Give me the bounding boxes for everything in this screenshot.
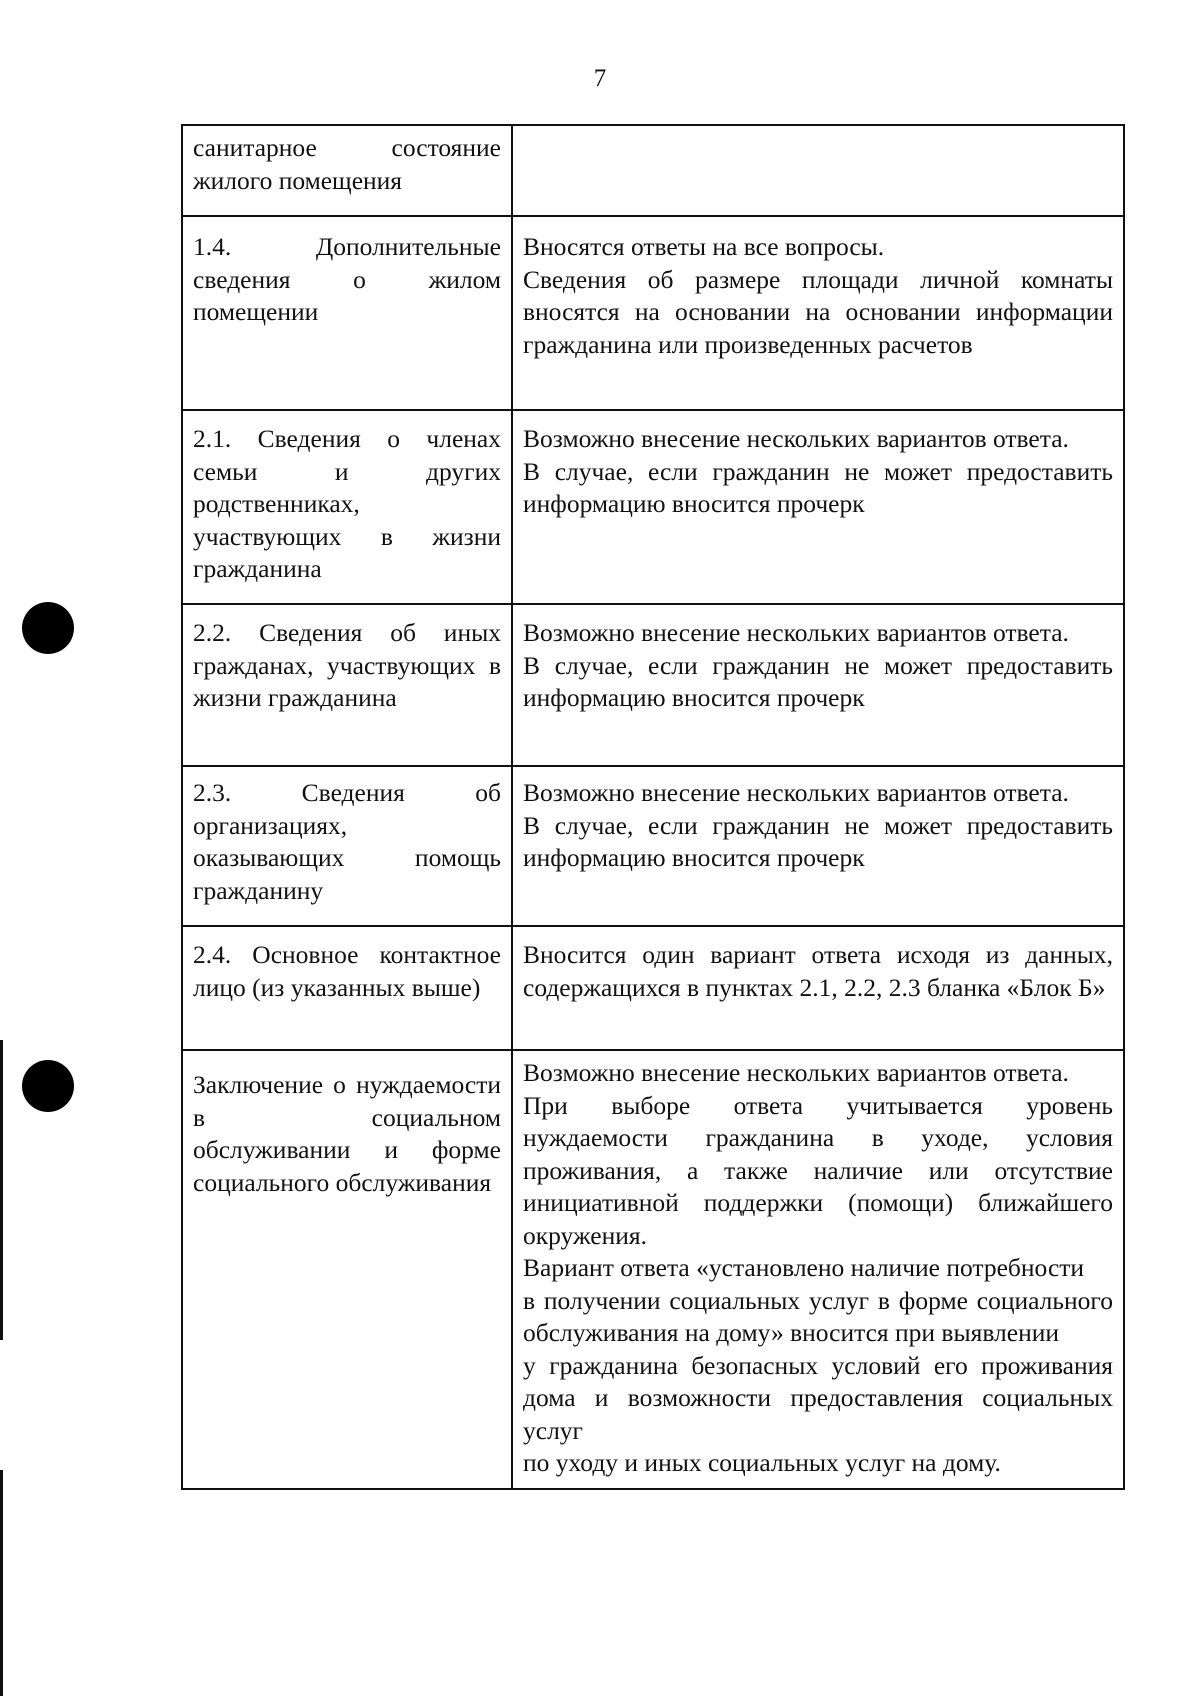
- instruction-paragraph: Вариант ответа «установлено наличие потребности: [523, 1253, 1085, 1282]
- instruction-paragraph: по уходу и иных социальных услуг на дому.: [523, 1448, 1001, 1477]
- table-row: [182, 604, 1124, 766]
- scan-margin-line: [0, 1470, 3, 1696]
- instruction-paragraph: Сведения об размере площади личной комнаты вносятся на основании на основании информации гражданина или произведенных расчетов: [523, 264, 1113, 359]
- instruction-cell: [512, 604, 1124, 766]
- table-row: [182, 410, 1124, 604]
- table-row: [182, 1050, 1124, 1489]
- instruction-paragraph: В случае, если гражданин не может предоставить информацию вносится прочерк: [523, 650, 1113, 712]
- instruction-paragraph: В случае, если гражданин не может предоставить информацию вносится прочерк: [523, 810, 1113, 872]
- instruction-paragraph: При выборе ответа учитывается уровень нуждаемости гражданина в уходе, условия проживания, а также наличие или отсутствие инициативной поддержки (помощи) ближайшего окружения.: [523, 1090, 1113, 1250]
- section-name-text: 2.2. Сведения об иных гражданах, участвующих в жизни гражданина: [193, 618, 501, 712]
- section-name-cell: [182, 125, 512, 216]
- section-name-text: 2.1. Сведения о членах семьи и других родственниках, участвующих в жизни гражданина: [193, 424, 501, 583]
- section-name-text: 2.3. Сведения об организациях, оказывающих помощь гражданину: [193, 778, 501, 905]
- instruction-cell: [512, 125, 1124, 216]
- instruction-paragraph: Возможно внесение нескольких вариантов ответа.: [523, 618, 1069, 647]
- instruction-cell: [512, 216, 1124, 410]
- punch-hole: [22, 1060, 74, 1112]
- section-name-text: санитарное состояние жилого помещения: [193, 133, 501, 195]
- instruction-paragraph: Вносятся ответы на все вопросы.: [523, 232, 885, 261]
- section-name-cell: [182, 766, 512, 926]
- instruction-paragraph: Возможно внесение нескольких вариантов ответа.: [523, 1058, 1069, 1087]
- instruction-paragraph: В случае, если гражданин не может предоставить информацию вносится прочерк: [523, 456, 1113, 518]
- instruction-paragraph: в получении социальных услуг в форме социального обслуживания на дому» вносится при выявлении: [523, 1285, 1113, 1347]
- instructions-table: [181, 124, 1125, 1490]
- instruction-cell: [512, 410, 1124, 604]
- section-name-cell: [182, 410, 512, 604]
- table-row: [182, 766, 1124, 926]
- section-name-text: 2.4. Основное контактное лицо (из указанных выше): [193, 940, 501, 1002]
- punch-hole: [22, 602, 74, 654]
- table-row: [182, 926, 1124, 1050]
- instruction-paragraph: Возможно внесение нескольких вариантов ответа.: [523, 778, 1069, 807]
- section-name-cell: [182, 604, 512, 766]
- table-row: [182, 216, 1124, 410]
- section-name-text: 1.4. Дополнительные сведения о жилом помещении: [193, 232, 501, 326]
- page-number: 7: [593, 65, 607, 92]
- table-row: [182, 125, 1124, 216]
- section-name-cell: [182, 1050, 512, 1489]
- instruction-paragraph: у гражданина безопасных условий его проживания дома и возможности предоставления социальных услуг: [523, 1350, 1113, 1445]
- instruction-cell: [512, 766, 1124, 926]
- section-name-cell: [182, 926, 512, 1050]
- section-name-cell: [182, 216, 512, 410]
- instruction-paragraph: Вносится один вариант ответа исходя из данных, содержащихся в пунктах 2.1, 2.2, 2.3 бланка «Блок Б»: [523, 940, 1113, 1002]
- instruction-cell: [512, 1050, 1124, 1489]
- instruction-paragraph: Возможно внесение нескольких вариантов ответа.: [523, 424, 1069, 453]
- section-name-text: Заключение о нуждаемости в социальном обслуживании и форме социального обслуживания: [193, 1070, 501, 1197]
- scan-margin-line: [0, 1040, 3, 1340]
- instruction-cell: [512, 926, 1124, 1050]
